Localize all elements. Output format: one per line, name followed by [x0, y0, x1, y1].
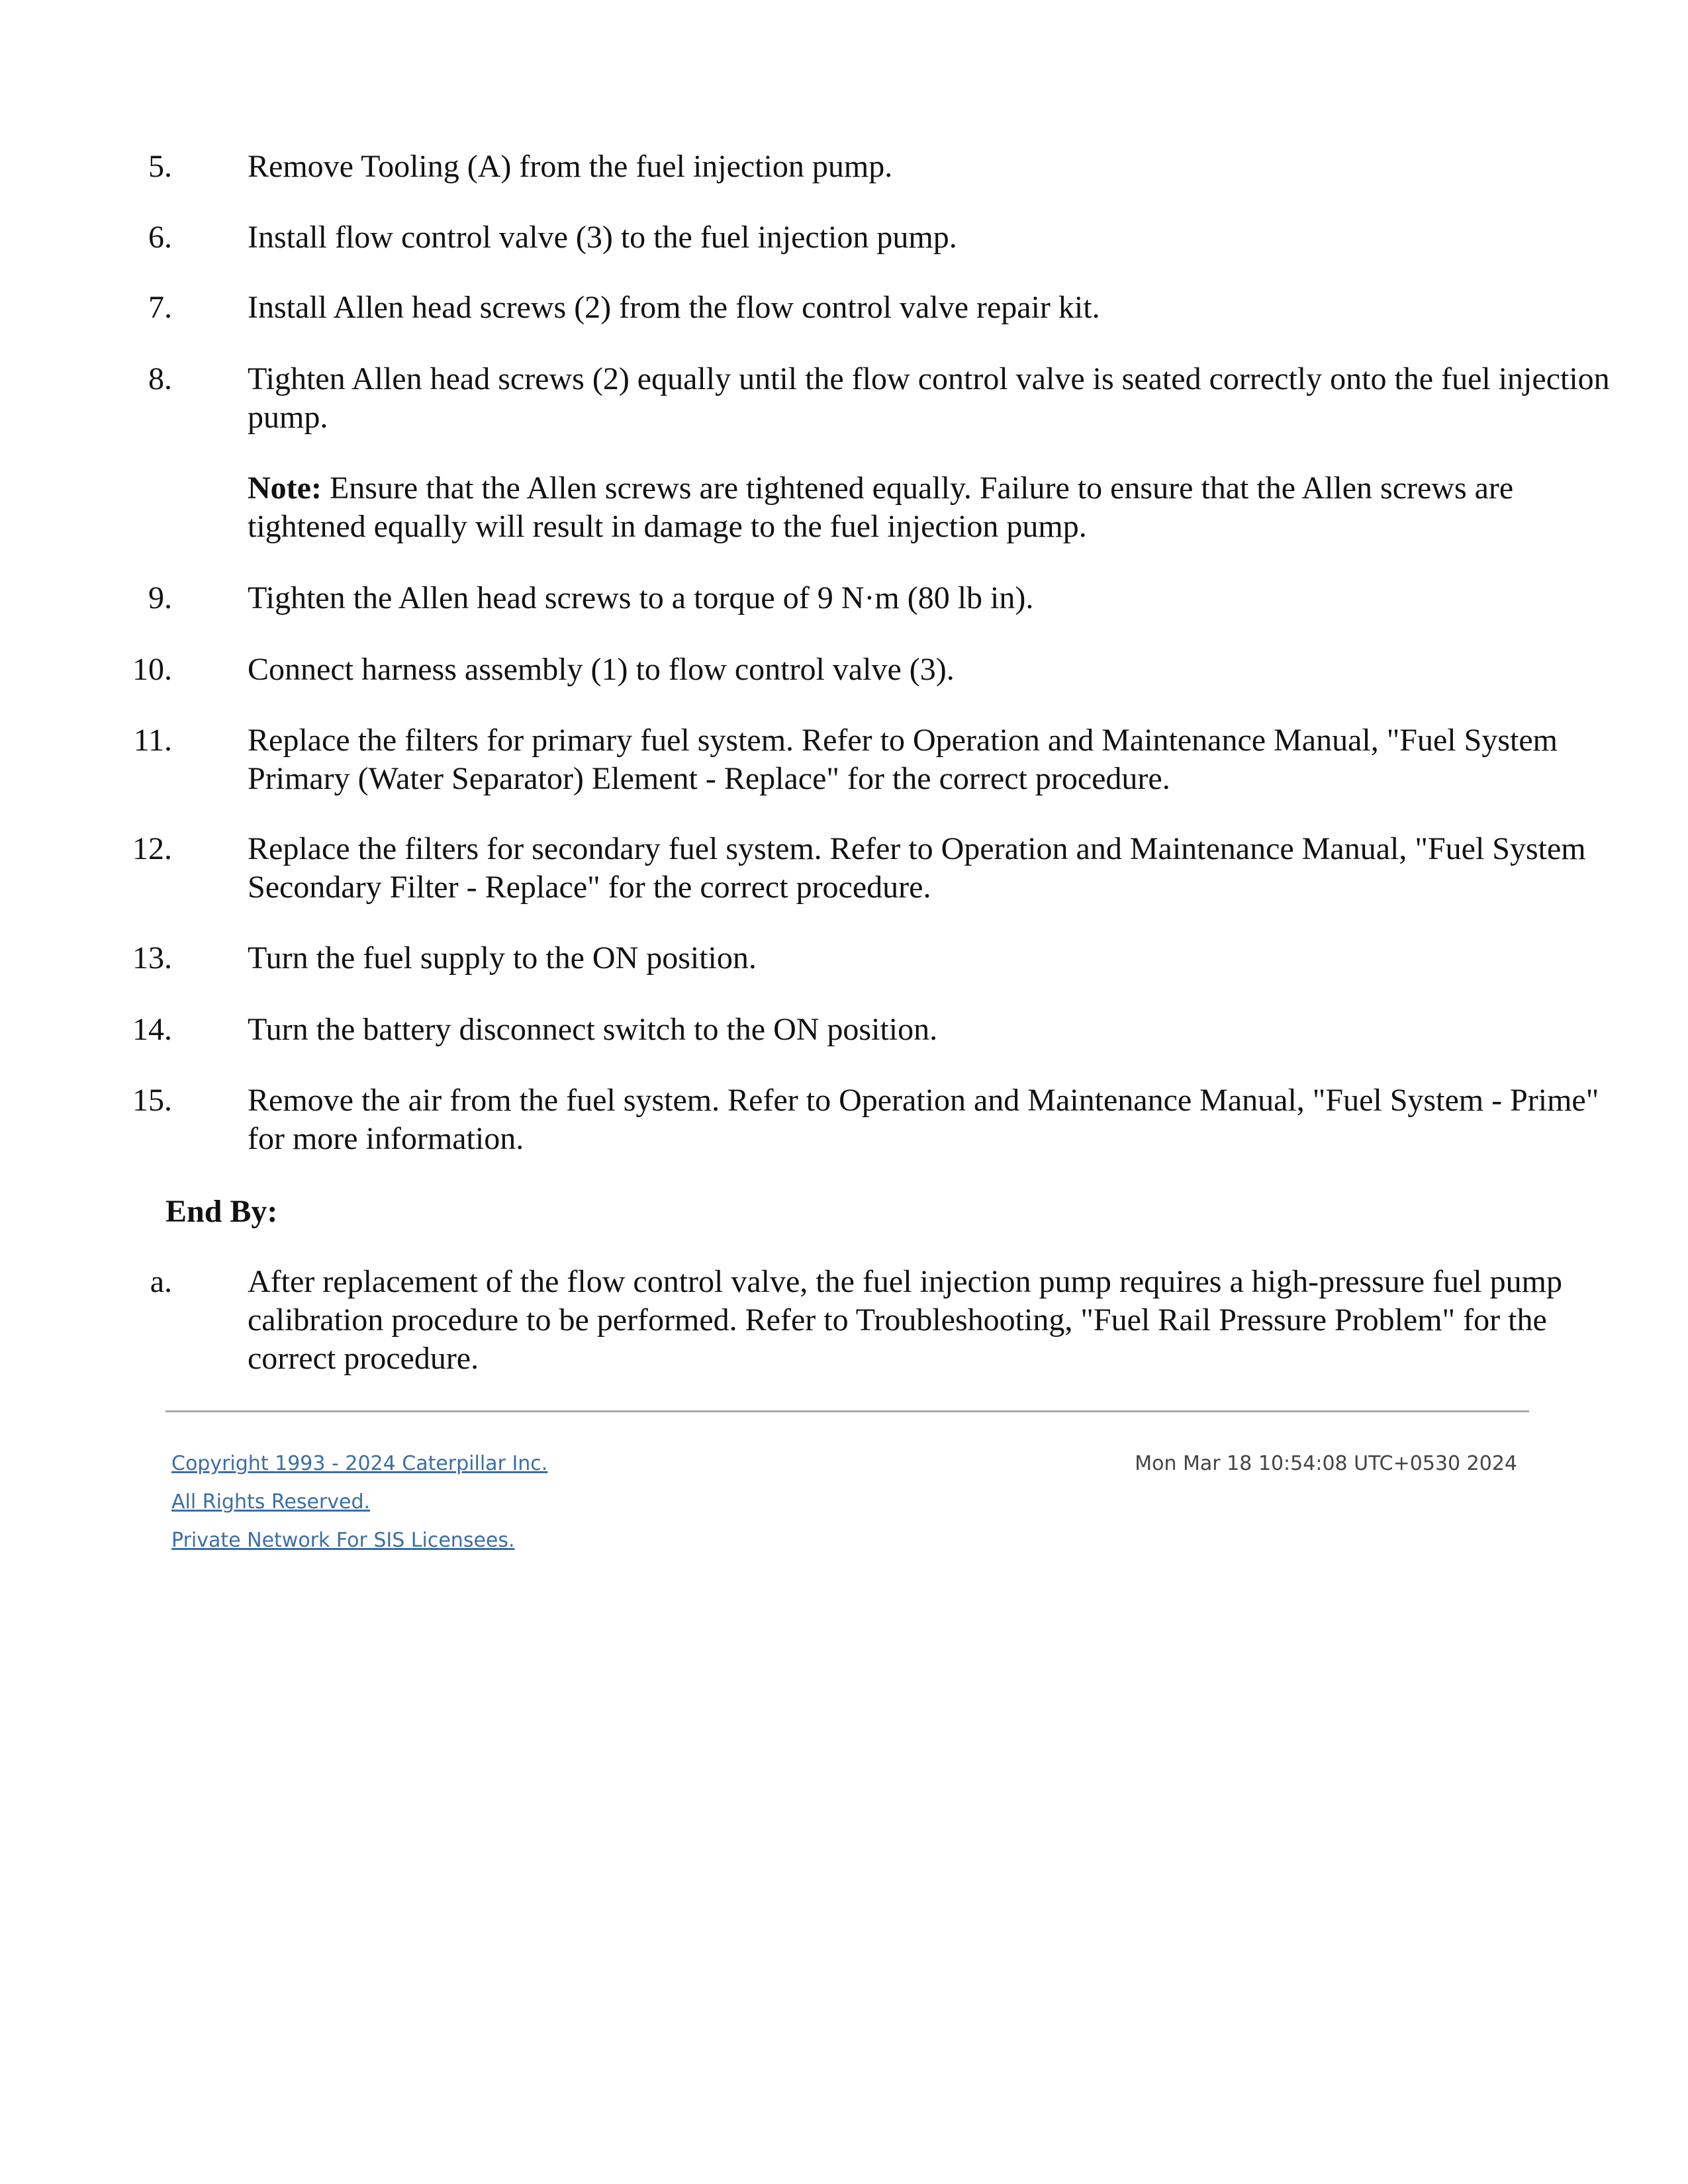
step-text: Replace the filters for secondary fuel system. Refer to Operation and Maintenance Manual, "Fuel System Secondary Filter - Replace" for the correct procedure.: [248, 831, 1586, 905]
step-number: 6.: [148, 220, 172, 255]
note-label: Note:: [248, 471, 322, 506]
network-link[interactable]: Private Network For SIS Licensees.: [171, 1529, 515, 1552]
step-text: Replace the filters for primary fuel system. Refer to Operation and Maintenance Manual, "Fuel System Primary (Water Separator) Element - Replace" for the correct procedure.: [248, 723, 1558, 796]
step-number: 11.: [133, 723, 172, 758]
step-number: 14.: [132, 1012, 172, 1047]
step-text: Connect harness assembly (1) to flow control valve (3).: [248, 652, 955, 687]
end-by-heading: End By:: [165, 1194, 278, 1229]
step-text: Turn the fuel supply to the ON position.: [248, 940, 757, 976]
step-number: 9.: [148, 580, 172, 615]
copyright-link[interactable]: Copyright 1993 - 2024 Caterpillar Inc.: [171, 1452, 548, 1475]
step-text: Tighten Allen head screws (2) equally until the flow control valve is seated correctly onto the fuel injection pump.: [248, 361, 1610, 435]
step-text: Tighten the Allen head screws to a torque of 9 N·m (80 lb in).: [248, 580, 1034, 615]
step-number: 7.: [148, 290, 172, 325]
timestamp: Mon Mar 18 10:54:08 UTC+0530 2024: [1135, 1452, 1517, 1475]
step-text: Turn the battery disconnect switch to the ON position.: [248, 1012, 938, 1047]
footer-divider: [165, 1410, 1529, 1412]
note-paragraph: [248, 469, 1545, 546]
step-number: 13.: [132, 940, 172, 976]
step-text: Remove Tooling (A) from the fuel injection pump.: [248, 149, 893, 184]
step-number: 15.: [132, 1083, 172, 1118]
end-by-marker: a.: [150, 1264, 172, 1299]
rights-link[interactable]: All Rights Reserved.: [171, 1490, 371, 1514]
step-text: Install flow control valve (3) to the fuel injection pump.: [248, 220, 957, 255]
step-number: 12.: [132, 831, 172, 866]
end-by-text: After replacement of the flow control valve, the fuel injection pump requires a high-pressure fuel pump calibration procedure to be performed. Refer to Troubleshooting, "Fuel Rail Pressure Problem" for the correct procedure.: [248, 1264, 1562, 1376]
step-number: 8.: [148, 361, 172, 396]
step-number: 10.: [132, 652, 172, 687]
note-text: Ensure that the Allen screws are tightened equally. Failure to ensure that the Allen screws are tightened equally will result in damage to the fuel injection pump.: [248, 471, 1514, 544]
step-text: Remove the air from the fuel system. Refer to Operation and Maintenance Manual, "Fuel System - Prime" for more information.: [248, 1083, 1599, 1156]
step-text: Install Allen head screws (2) from the flow control valve repair kit.: [248, 290, 1100, 325]
step-number: 5.: [148, 149, 172, 184]
